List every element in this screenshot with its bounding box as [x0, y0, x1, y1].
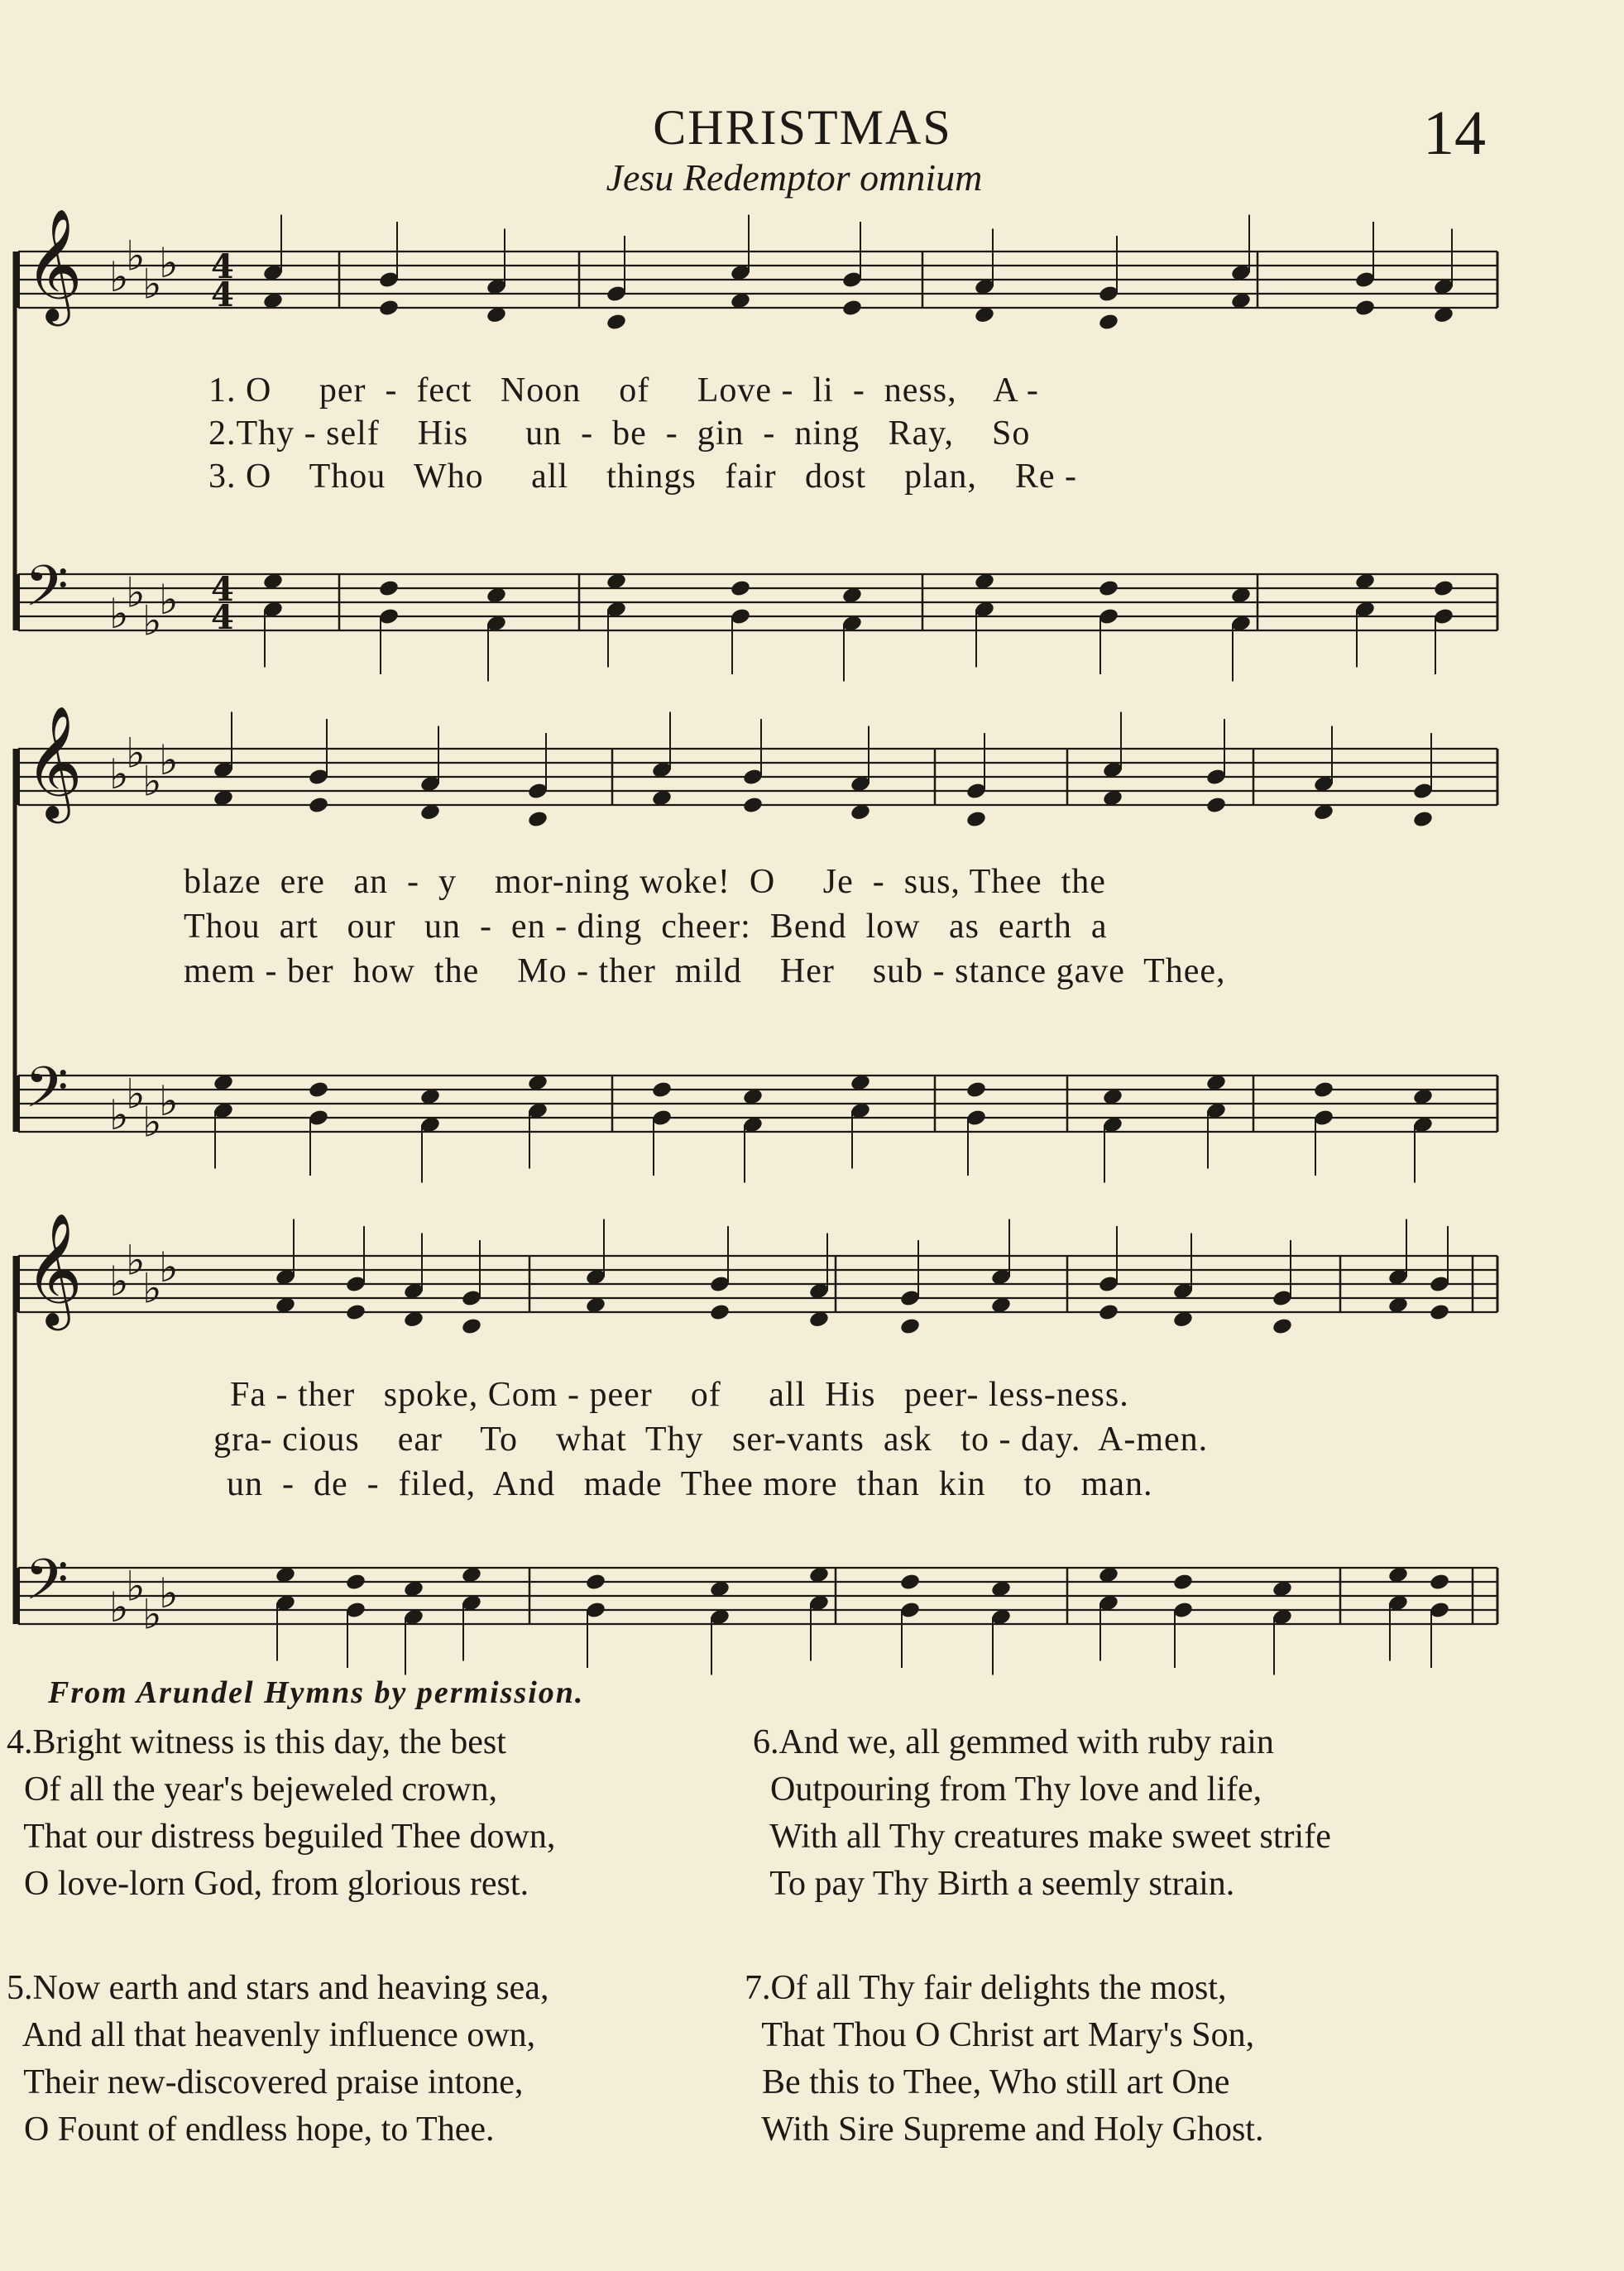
note-head — [709, 1303, 731, 1322]
flat-sign: ♭ — [159, 239, 179, 287]
hymn-subtitle: Jesu Redemptor omnium — [606, 156, 983, 199]
stanza-line: Of all the year's bejeweled crown, — [7, 1770, 497, 1809]
note-head — [345, 1303, 366, 1322]
treble-clef: 𝄞 — [25, 207, 83, 322]
stanza-4 — [7, 1719, 555, 1908]
bass-clef: 𝄢 — [25, 554, 69, 633]
note-head — [1429, 1573, 1450, 1592]
treble-clef: 𝄞 — [25, 704, 83, 819]
flat-sign: ♭ — [142, 260, 162, 309]
time-signature: 4 — [211, 598, 234, 637]
note-head — [308, 796, 329, 815]
flat-sign: ♭ — [126, 232, 146, 280]
note-head — [651, 1080, 673, 1100]
time-signature: 4 — [211, 247, 234, 286]
flat-sign: ♭ — [126, 1070, 146, 1119]
lyric-line: Thou art our un - en - ding cheer: Bend low as earth a — [184, 908, 1108, 946]
bass-clef: 𝄢 — [25, 1056, 69, 1134]
note-head — [1429, 1303, 1450, 1322]
note-head — [1354, 299, 1376, 318]
flat-sign: ♭ — [142, 1590, 162, 1639]
note-head — [1412, 810, 1434, 829]
note-head — [527, 810, 549, 829]
note-head — [585, 1573, 606, 1592]
note-head — [899, 1317, 921, 1336]
stanza-line: Outpouring from Thy love and life, — [753, 1770, 1262, 1809]
stanza-line: To pay Thy Birth a seemly strain. — [753, 1865, 1235, 1903]
flat-sign: ♭ — [142, 1098, 162, 1147]
note-head — [1098, 579, 1119, 598]
flat-sign: ♭ — [109, 1258, 129, 1306]
flat-sign: ♭ — [109, 253, 129, 301]
bass-clef: 𝄢 — [25, 1548, 69, 1627]
stanza-line: 5.Now earth and stars and heaving sea, — [7, 1969, 549, 2007]
lyric-line: 2.Thy - self His un - be - gin - ning Ray, So — [208, 414, 1031, 453]
flat-sign: ♭ — [109, 1583, 129, 1631]
stanza-line: Their new-discovered praise intone, — [7, 2063, 524, 2101]
stanza-line: 4.Bright witness is this day, the best — [7, 1723, 506, 1761]
flat-sign: ♭ — [109, 1091, 129, 1139]
lyric-line: mem - ber how the Mo - ther mild Her sub - stance gave Thee, — [184, 952, 1226, 990]
flat-sign: ♭ — [142, 596, 162, 645]
flat-sign: ♭ — [142, 1264, 162, 1313]
credit-line: From Arundel Hymns by permission. — [48, 1675, 585, 1710]
treble-clef: 𝄞 — [25, 1211, 83, 1326]
note-head — [1098, 1303, 1119, 1322]
note-head — [461, 1317, 482, 1336]
note-head — [899, 1573, 921, 1592]
lyric-line: 3. O Thou Who all things fair dost plan, Re - — [208, 458, 1078, 496]
page-number: 14 — [1423, 98, 1486, 168]
note-head — [1172, 1573, 1194, 1592]
stanza-5 — [7, 1965, 549, 2154]
flat-sign: ♭ — [159, 736, 179, 784]
note-head — [1272, 1317, 1293, 1336]
stanza-line: That Thou O Christ art Mary's Son, — [745, 2016, 1255, 2054]
note-head — [742, 796, 764, 815]
flat-sign: ♭ — [126, 568, 146, 617]
stanza-line: O love-lorn God, from glorious rest. — [7, 1865, 529, 1903]
stanza-line: 7.Of all Thy fair delights the most, — [745, 1969, 1227, 2007]
flat-sign: ♭ — [126, 1562, 146, 1611]
note-head — [1433, 579, 1454, 598]
note-head — [1313, 1080, 1334, 1100]
stanza-line: 6.And we, all gemmed with ruby rain — [753, 1723, 1274, 1761]
flat-sign: ♭ — [159, 1243, 179, 1291]
stanza-line: With all Thy creatures make sweet strife — [753, 1818, 1331, 1856]
flat-sign: ♭ — [126, 729, 146, 778]
flat-sign: ♭ — [109, 590, 129, 638]
stanza-line: That our distress beguiled Thee down, — [7, 1818, 556, 1856]
note-head — [378, 299, 400, 318]
stanza-line: And all that heavenly influence own, — [7, 2016, 536, 2054]
flat-sign: ♭ — [159, 1077, 179, 1125]
note-head — [965, 1080, 987, 1100]
time-signature: 4 — [211, 570, 234, 609]
stanza-line: Be this to Thee, Who still art One — [745, 2063, 1230, 2101]
stanza-line: With Sire Supreme and Holy Ghost. — [745, 2110, 1264, 2149]
note-head — [730, 579, 751, 598]
flat-sign: ♭ — [159, 576, 179, 624]
stanza-line: O Fount of endless hope, to Thee. — [7, 2110, 495, 2149]
lyric-line: 1. O per - fect Noon of Love - li - ness, A - — [208, 371, 1039, 410]
flat-sign: ♭ — [126, 1236, 146, 1285]
note-head — [378, 579, 400, 598]
lyric-line: Fa - ther spoke, Com - peer of all His peer- less-ness. — [230, 1376, 1129, 1414]
lyric-line: blaze ere an - y mor-ning woke! O Je - sus, Thee the — [184, 863, 1106, 901]
stanza-7 — [745, 1965, 1263, 2154]
note-head — [345, 1573, 366, 1592]
lyric-line: un - de - filed, And made Thee more than kin to man. — [227, 1465, 1153, 1503]
flat-sign: ♭ — [109, 750, 129, 798]
stanza-6 — [753, 1719, 1331, 1908]
note-head — [965, 810, 987, 829]
flat-sign: ♭ — [142, 757, 162, 806]
note-head — [1098, 313, 1119, 332]
flat-sign: ♭ — [159, 1569, 179, 1617]
note-head — [1205, 796, 1227, 815]
note-head — [841, 299, 863, 318]
lyric-line: gra- cious ear To what Thy ser-vants ask to - day. A-men. — [213, 1421, 1209, 1459]
hymn-title: CHRISTMAS — [653, 100, 952, 155]
time-signature: 4 — [211, 275, 234, 314]
note-head — [308, 1080, 329, 1100]
note-head — [606, 313, 627, 332]
